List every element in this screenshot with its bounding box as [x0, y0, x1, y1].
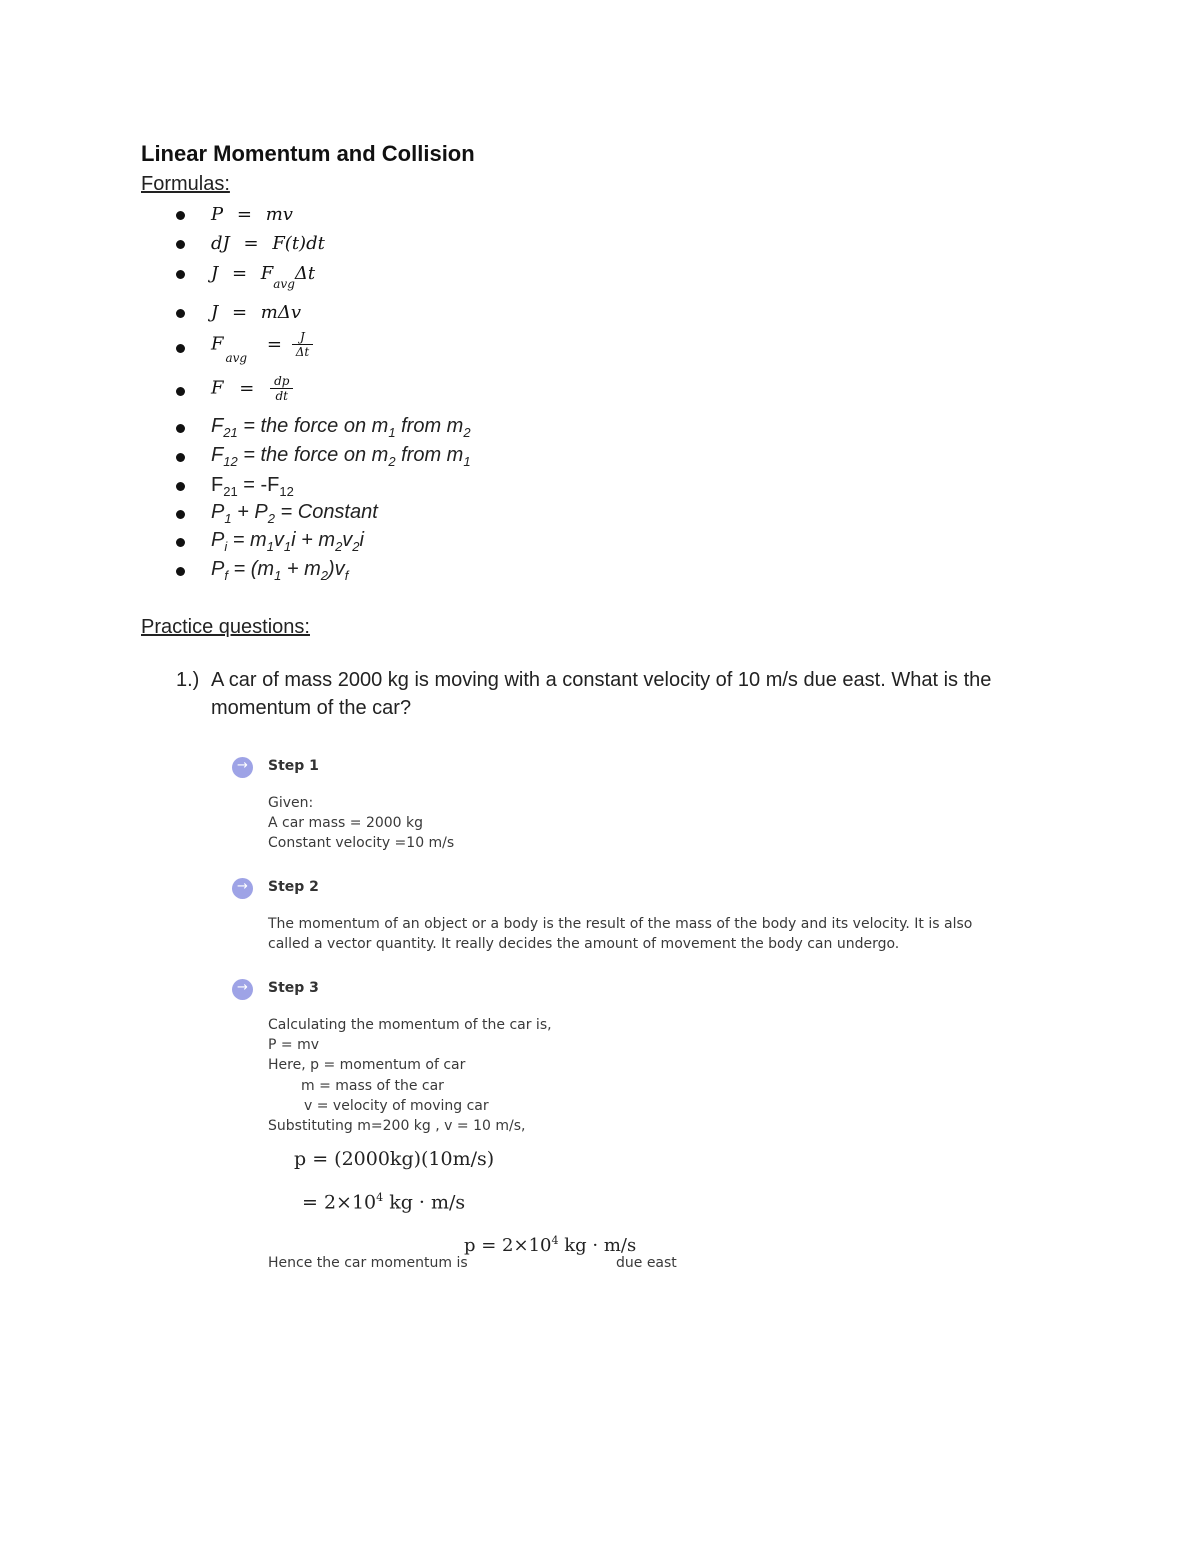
bullet [176, 270, 185, 279]
bullet [176, 510, 185, 519]
question-number: 1.) [176, 669, 200, 691]
arrow-right-icon [232, 878, 253, 899]
arrow-right-icon [232, 757, 253, 778]
equation-substitution: p = (2000kg)(10m/s) [294, 1148, 495, 1170]
formula-impulse-differential: dJ = F(t)dt [211, 233, 325, 254]
step-3-line: m = mass of the car [301, 1078, 444, 1094]
step-2-line: called a vector quantity. It really decides the amount of movement the body can undergo. [268, 936, 900, 952]
fraction: $\frac{J}{\Delta t}$ [292, 330, 314, 359]
formula-average-force: $F_{avg}$ = $\frac{J}{\Delta t}$ [211, 330, 313, 359]
equation-result: = $2\times 10^4$ kg · m/s [302, 1191, 466, 1214]
step-3-line: Here, p = momentum of car [268, 1057, 466, 1073]
bullet [176, 482, 185, 491]
bullet [176, 309, 185, 318]
formula-newton-third: $F_{21} = -F_{12}$ [211, 474, 294, 499]
bullet [176, 567, 185, 576]
formula-force-21: $F_{21}$ = the force on $m_1$ from $m_2$ [211, 415, 471, 440]
step-1-line: Constant velocity =10 m/s [268, 835, 455, 851]
formula-momentum-conservation: $P_1 + P_2$ = Constant [211, 501, 378, 526]
question-line-2: momentum of the car? [211, 697, 412, 719]
formula-final-momentum: $P_f = (m_1 + m_2)v_f$ [211, 558, 349, 583]
step-3-label: Step 3 [268, 980, 319, 996]
bullet [176, 344, 185, 353]
conclusion-direction: due east [616, 1255, 677, 1271]
step-2-line: The momentum of an object or a body is the result of the mass of the body and its velocity. It is also [268, 916, 973, 932]
fraction: $\frac{dp}{dt}$ [270, 374, 293, 403]
bullet [176, 240, 185, 249]
step-3-line: Calculating the momentum of the car is, [268, 1017, 552, 1033]
formulas-heading: Formulas: [141, 173, 230, 195]
conclusion-text: Hence the car momentum is [268, 1255, 468, 1271]
bullet [176, 424, 185, 433]
step-1-line: Given: [268, 795, 314, 811]
equation-final: $p = 2\times 10^4$ kg · m/s [464, 1234, 637, 1256]
bullet [176, 211, 185, 220]
step-3-line: v = velocity of moving car [304, 1098, 489, 1114]
bullet [176, 538, 185, 547]
bullet [176, 387, 185, 396]
formula-force-derivative: F = $\frac{dp}{dt}$ [211, 374, 293, 403]
practice-heading: Practice questions: [141, 616, 310, 638]
step-1-line: A car mass = 2000 kg [268, 815, 424, 831]
bullet [176, 453, 185, 462]
formula-impulse-average: $J = F_{avg}\Delta t$ [211, 263, 316, 291]
step-1-label: Step 1 [268, 758, 319, 774]
formula-force-12: $F_{12}$ = the force on $m_2$ from $m_1$ [211, 444, 471, 469]
step-2-label: Step 2 [268, 879, 319, 895]
formula-impulse-momentum: J = mΔv [211, 302, 302, 323]
question-line-1: A car of mass 2000 kg is moving with a constant velocity of 10 m/s due east. What is the [211, 669, 992, 691]
step-3-line: Substituting m=200 kg , v = 10 m/s, [268, 1118, 526, 1134]
formula-momentum: P = mv [211, 204, 293, 225]
page-title: Linear Momentum and Collision [141, 141, 475, 166]
step-3-line: P = mv [268, 1037, 319, 1053]
arrow-right-icon [232, 979, 253, 1000]
formula-initial-momentum: $P_i = m_1v_1i + m_2v_2i$ [211, 529, 364, 554]
